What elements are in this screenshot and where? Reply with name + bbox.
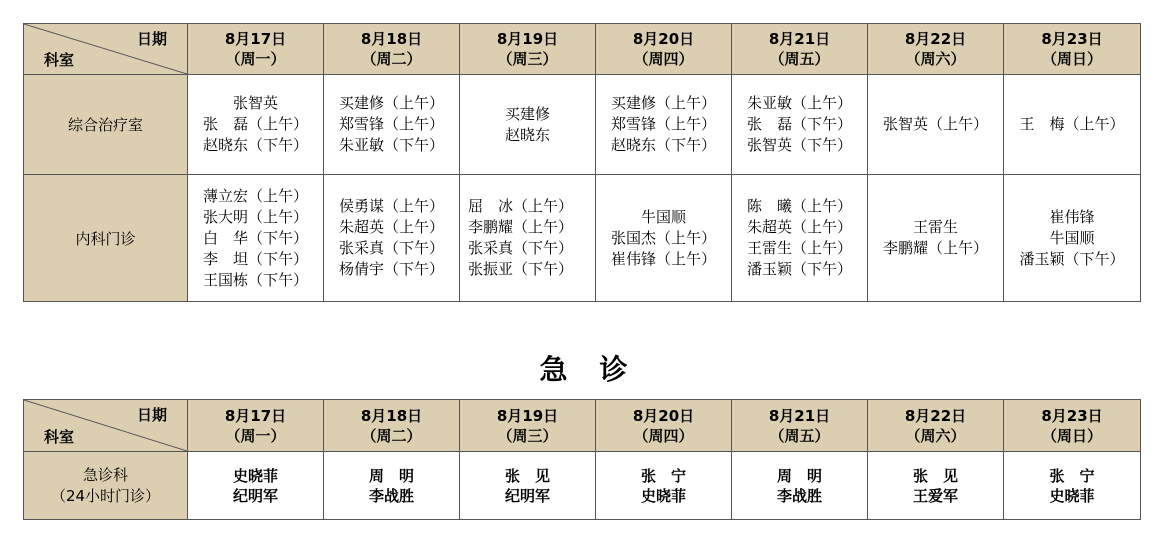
staff-name: 史晓菲 (1049, 486, 1095, 505)
day-date: 8月20日 (632, 406, 695, 425)
day-date: 8月17日 (224, 30, 287, 48)
emergency-schedule-table (23, 399, 1141, 520)
day-date: 8月17日 (224, 406, 287, 425)
day-header (1004, 24, 1141, 75)
schedule-cell (324, 175, 460, 302)
schedule-cell (460, 175, 596, 302)
day-weekday: （周四） (633, 50, 694, 68)
staff-name: 买建修 (504, 104, 550, 123)
header-row (24, 400, 1141, 452)
staff-name: 李战胜 (776, 486, 822, 505)
staff-name: 张大明（上午） (202, 207, 308, 226)
staff-name: 朱亚敏（下午） (338, 136, 444, 154)
dept-label: 科室 (44, 428, 75, 446)
staff-name: 史晓菲 (640, 486, 686, 505)
staff-name: 潘玉颖（下午） (1019, 249, 1125, 268)
schedule-cell (868, 75, 1004, 175)
staff-name: 薄立宏（上午） (202, 186, 308, 205)
day-header (460, 400, 596, 452)
schedule-cell (324, 75, 460, 175)
dept-cell: 内科门诊 (24, 175, 188, 302)
table-row (24, 75, 1141, 175)
staff-name: 周 明 (776, 466, 822, 485)
day-date: 8月21日 (768, 30, 831, 48)
header-corner-cell (24, 24, 188, 75)
day-date: 8月19日 (496, 406, 559, 425)
staff-name: 王 梅（上午） (1019, 115, 1125, 133)
staff-name: 朱超英（上午） (338, 218, 444, 236)
day-header (324, 400, 460, 452)
staff-name: 张智英 (232, 94, 278, 112)
day-weekday: （周六） (905, 426, 966, 445)
day-weekday: （周五） (769, 50, 830, 68)
day-date: 8月22日 (904, 406, 967, 425)
staff-name: 崔伟锋（上午） (610, 249, 716, 268)
staff-name: 牛国顺 (1049, 228, 1095, 247)
day-date: 8月18日 (360, 406, 423, 425)
staff-name: 牛国顺 (640, 207, 686, 226)
staff-name: 赵晓东（下午） (610, 136, 716, 154)
schedule-cell (1004, 452, 1141, 520)
table-row (24, 452, 1141, 520)
staff-name: 王雷生 (912, 218, 958, 236)
day-weekday: （周日） (1041, 426, 1102, 445)
staff-name: 张 见 (912, 466, 958, 485)
staff-name: 李鹏耀（上午） (468, 218, 574, 236)
day-header (868, 400, 1004, 452)
day-weekday: （周日） (1041, 50, 1102, 68)
staff-name: 周 明 (368, 466, 414, 485)
header-row (24, 24, 1141, 75)
date-label: 日期 (136, 406, 167, 424)
staff-name: 李鹏耀（上午） (882, 239, 988, 257)
staff-name: 王爱军 (912, 486, 958, 505)
day-weekday: （周一） (225, 426, 286, 445)
day-header (324, 24, 460, 75)
day-header (596, 400, 732, 452)
staff-name: 买建修（上午） (610, 94, 716, 112)
schedule-cell (1004, 75, 1141, 175)
schedule-cell (324, 452, 460, 520)
staff-name: 朱亚敏（上午） (746, 94, 852, 112)
schedule-cell (732, 452, 868, 520)
day-weekday: （周六） (905, 50, 966, 68)
day-weekday: （周二） (361, 50, 422, 68)
staff-name: 张智英（上午） (882, 115, 988, 133)
staff-name: 张采真（下午） (468, 239, 574, 257)
staff-name: 陈 曦（上午） (746, 197, 852, 215)
schedule-cell (596, 75, 732, 175)
schedule-cell (732, 75, 868, 175)
staff-name: 王国栋（下午） (202, 270, 308, 289)
schedule-cell (732, 175, 868, 302)
staff-name: 赵晓东 (504, 125, 550, 144)
day-weekday: （周一） (225, 50, 286, 68)
day-weekday: （周三） (497, 426, 558, 445)
staff-name: 李 坦（下午） (202, 249, 308, 268)
day-date: 8月18日 (360, 30, 423, 48)
staff-name: 屈 冰（上午） (468, 197, 574, 215)
staff-name: 史晓菲 (232, 466, 278, 485)
schedule-cell (596, 452, 732, 520)
day-weekday: （周三） (497, 50, 558, 68)
staff-name: 张 见 (504, 466, 550, 485)
day-date: 8月23日 (1041, 406, 1103, 425)
schedule-cell (868, 175, 1004, 302)
schedule-cell (188, 75, 324, 175)
schedule-cell (188, 452, 324, 520)
day-date: 8月19日 (496, 30, 559, 48)
schedule-cell (460, 452, 596, 520)
staff-name: 李战胜 (368, 486, 414, 505)
staff-name: 张国杰（上午） (610, 228, 716, 247)
staff-name: 张 宁 (640, 466, 686, 485)
day-header (868, 24, 1004, 75)
staff-name: （24小时门诊） (50, 486, 161, 505)
dept-cell: 综合治疗室 (24, 75, 188, 175)
day-header (1004, 400, 1141, 452)
day-header (188, 24, 324, 75)
staff-name: 侯勇谋（上午） (338, 197, 444, 215)
day-weekday: （周四） (633, 426, 694, 445)
day-header (596, 24, 732, 75)
dept-cell (24, 452, 188, 520)
staff-name: 赵晓东（下午） (202, 136, 308, 154)
schedule-cell (596, 175, 732, 302)
outpatient-schedule-table (23, 23, 1141, 302)
staff-name: 崔伟锋 (1049, 207, 1095, 226)
table-row (24, 175, 1141, 302)
emergency-title: 急 诊 (539, 353, 630, 386)
staff-name: 张 宁 (1049, 466, 1095, 485)
staff-name: 张采真（下午） (338, 239, 444, 257)
staff-name: 张 磊（上午） (202, 115, 308, 133)
staff-name: 纪明军 (504, 486, 550, 505)
header-corner-cell (24, 400, 188, 452)
staff-name: 白 华（下午） (202, 228, 308, 247)
schedule-cell (188, 175, 324, 302)
date-label: 日期 (136, 30, 167, 48)
staff-name: 郑雪锋（上午） (338, 115, 444, 133)
staff-name: 朱超英（上午） (746, 218, 852, 236)
staff-name: 买建修（上午） (338, 94, 444, 112)
day-header (732, 24, 868, 75)
day-date: 8月20日 (632, 30, 695, 48)
day-weekday: （周二） (361, 426, 422, 445)
day-header (188, 400, 324, 452)
day-date: 8月21日 (768, 406, 831, 425)
day-weekday: （周五） (769, 426, 830, 445)
schedule-cell (1004, 175, 1141, 302)
schedule-cell (460, 75, 596, 175)
staff-name: 急诊科 (82, 465, 128, 484)
day-header (732, 400, 868, 452)
schedule-cell (868, 452, 1004, 520)
staff-name: 潘玉颖（下午） (746, 260, 852, 278)
staff-name: 杨倩宇（下午） (338, 260, 444, 278)
staff-name: 王雷生（上午） (746, 239, 852, 257)
staff-name: 张振亚（下午） (468, 260, 574, 278)
day-date: 8月22日 (904, 30, 967, 48)
dept-label: 科室 (44, 51, 75, 69)
staff-name: 张智英（下午） (746, 136, 852, 154)
staff-name: 张 磊（下午） (746, 115, 852, 133)
day-date: 8月23日 (1041, 30, 1103, 48)
day-header (460, 24, 596, 75)
staff-name: 纪明军 (232, 486, 278, 505)
staff-name: 郑雪锋（上午） (610, 115, 716, 133)
